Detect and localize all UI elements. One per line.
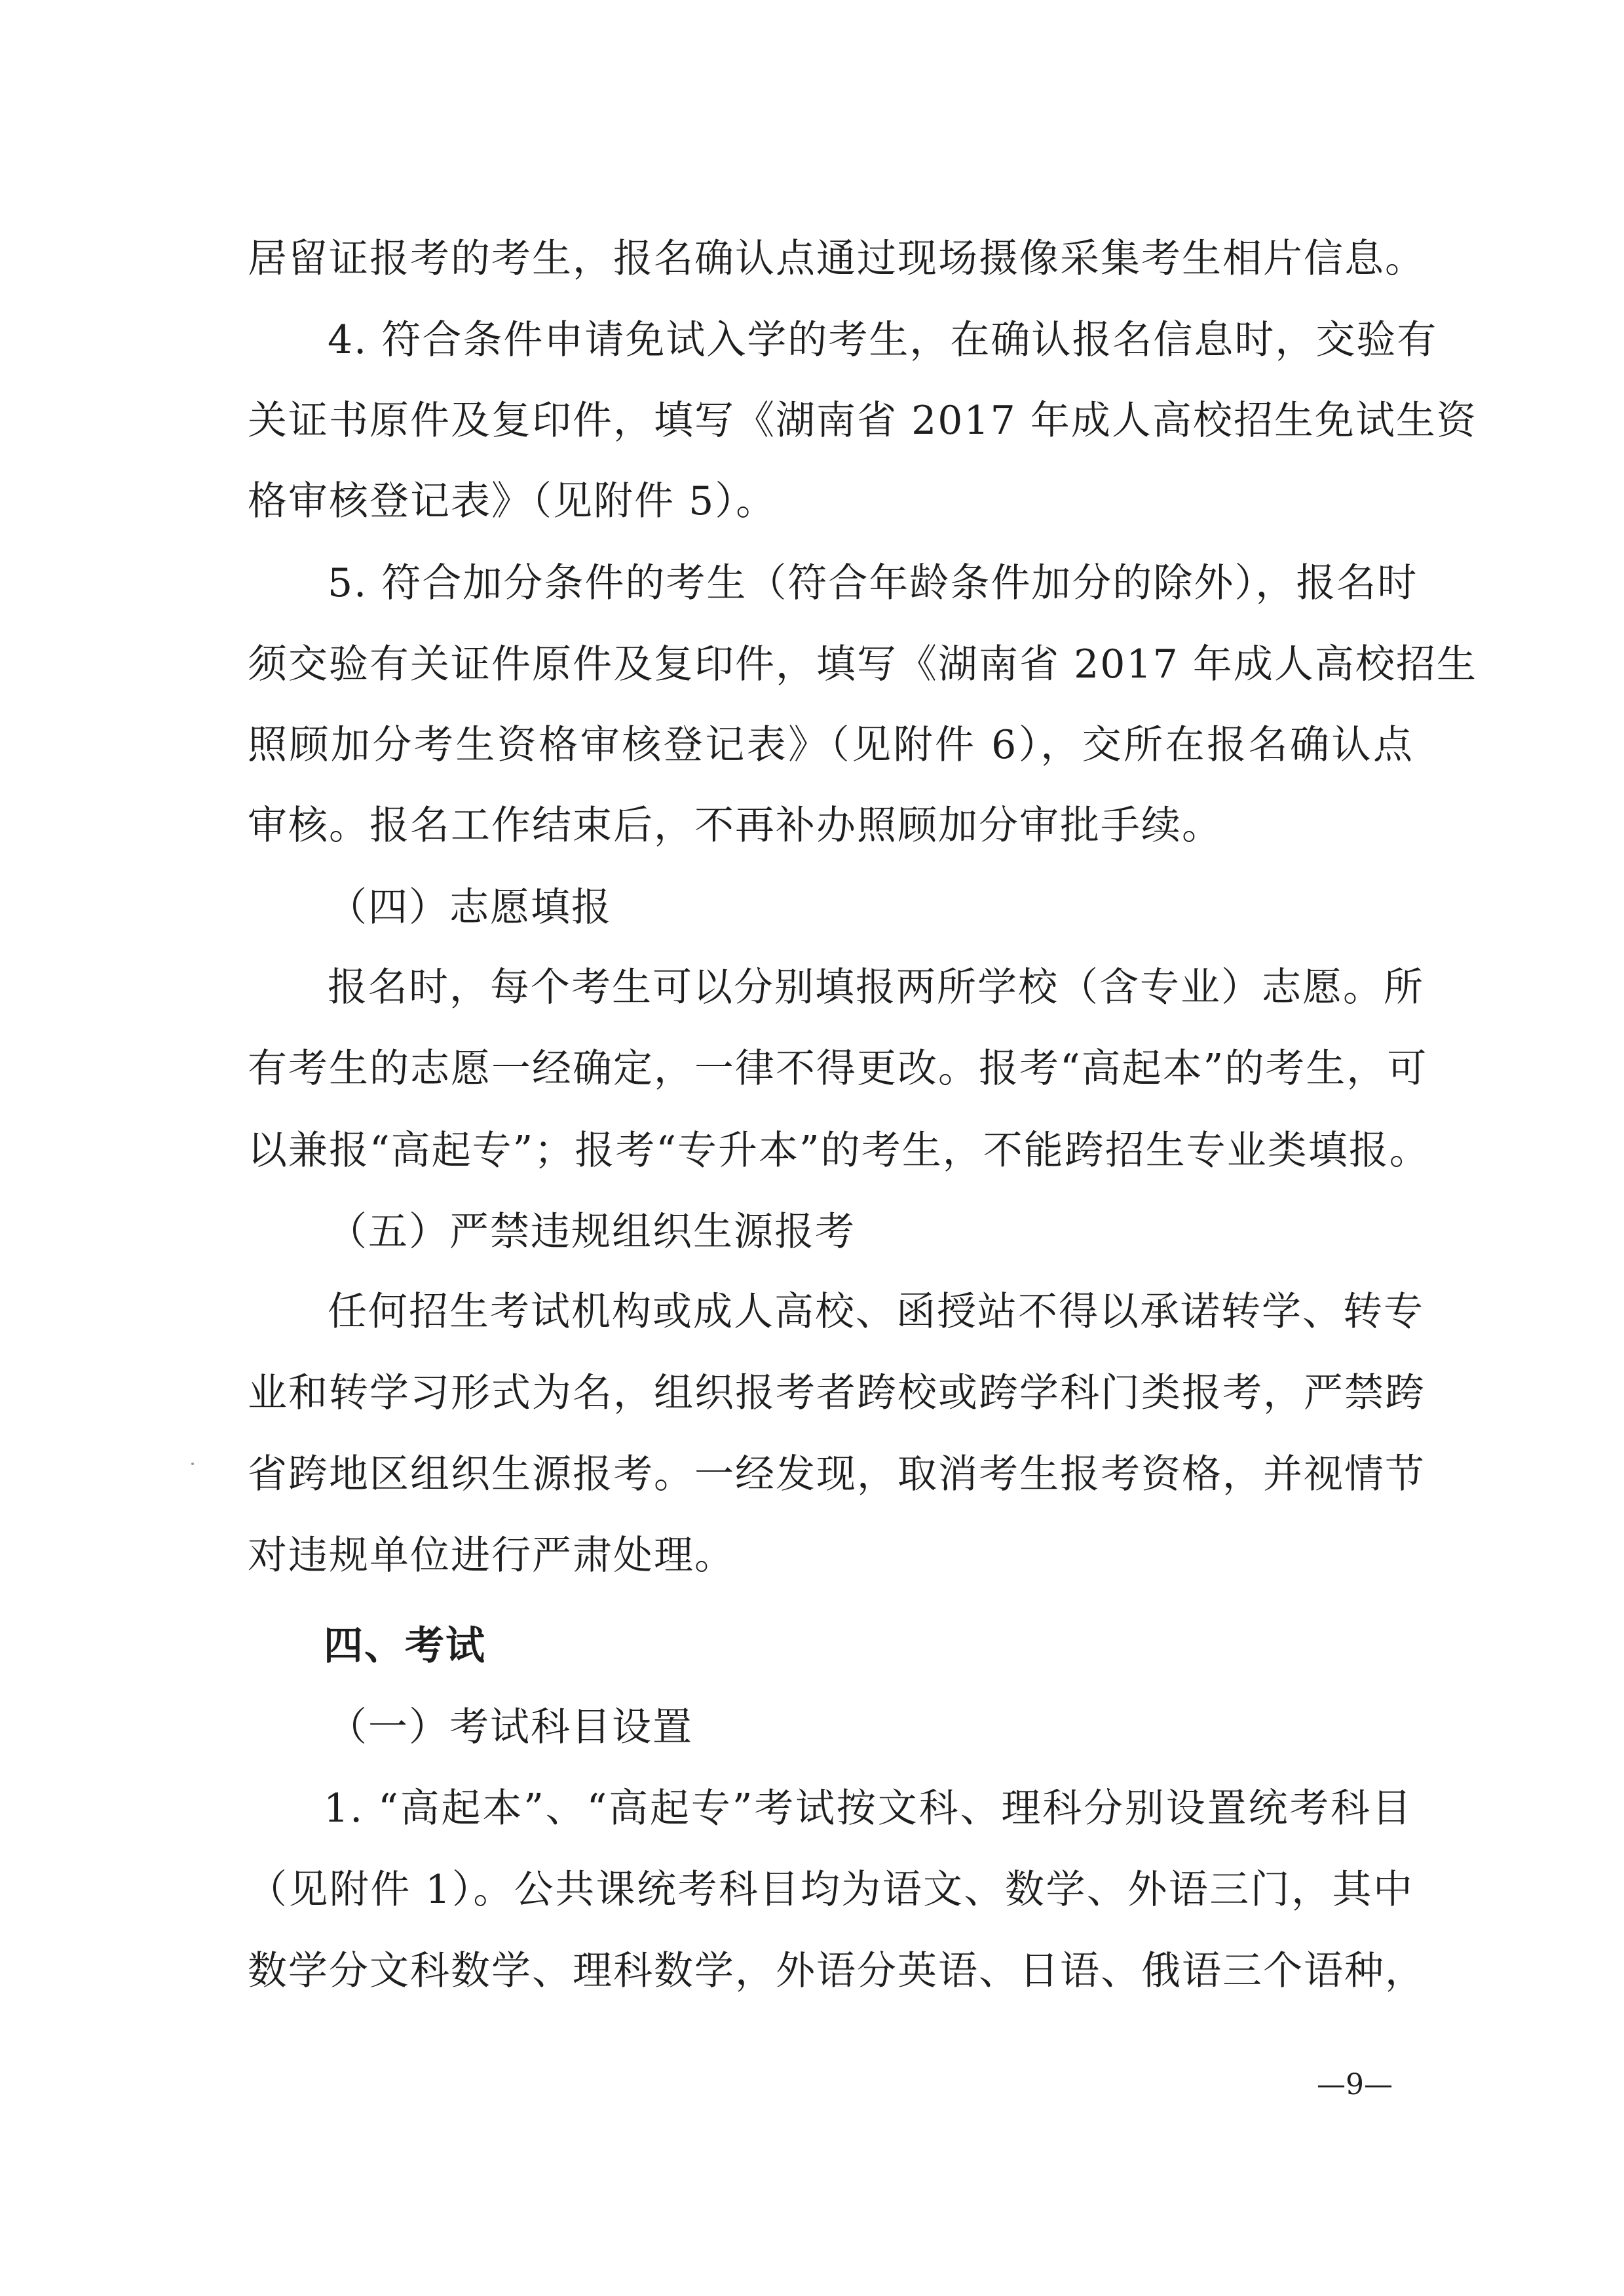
subjects-line-1: 1. “高起本”、“高起专”考试按文科、理科分别设置统考科目 (324, 1786, 1412, 1831)
section-heading-prohibition: （五）严禁违规组织生源报考 (328, 1209, 856, 1255)
volunteer-line-2: 有考生的志愿一经确定，一律不得更改。报考“高起本”的考生，可 (248, 1046, 1428, 1092)
item-5-line-1: 5. 符合加分条件的考生（符合年龄条件加分的除外），报名时 (328, 560, 1418, 606)
prohibition-line-1: 任何招生考试机构或成人高校、函授站不得以承诺转学、转专 (328, 1289, 1424, 1335)
scan-speck (191, 1463, 194, 1465)
section-heading-volunteer: （四）志愿填报 (328, 885, 612, 930)
subjects-line-2: （见附件 1）。公共课统考科目均为语文、数学、外语三门，其中 (248, 1867, 1414, 1913)
prohibition-line-3: 省跨地区组织生源报考。一经发现，取消考生报考资格，并视情节 (248, 1451, 1426, 1497)
prohibition-line-4: 对违规单位进行严肃处理。 (248, 1533, 735, 1578)
page-number: —9— (1317, 2068, 1393, 2101)
item-5-line-2: 须交验有关证件原件及复印件，填写《湖南省 2017 年成人高校招生 (248, 641, 1477, 687)
item-5-line-3: 照顾加分考生资格审核登记表》（见附件 6），交所在报名确认点 (248, 722, 1414, 768)
volunteer-line-3: 以兼报“高起专”；报考“专升本”的考生，不能跨招生专业类填报。 (248, 1128, 1430, 1174)
section-heading-subjects: （一）考试科目设置 (328, 1704, 693, 1750)
paragraph-line-1: 居留证报考的考生，报名确认点通过现场摄像采集考生相片信息。 (248, 236, 1426, 282)
item-4-line-2: 关证书原件及复印件，填写《湖南省 2017 年成人高校招生免试生资 (248, 398, 1477, 444)
volunteer-line-1: 报名时，每个考生可以分别填报两所学校（含专业）志愿。所 (328, 965, 1424, 1010)
item-5-line-4: 审核。报名工作结束后，不再补办照顾加分审批手续。 (248, 803, 1222, 849)
subjects-line-3: 数学分文科数学、理科数学，外语分英语、日语、俄语三个语种， (248, 1948, 1426, 1994)
item-4-line-3: 格审核登记表》（见附件 5）。 (248, 478, 777, 524)
item-4-line-1: 4. 符合条件申请免试入学的考生，在确认报名信息时，交验有 (328, 317, 1438, 363)
prohibition-line-2: 业和转学习形式为名，组织报考者跨校或跨学科门类报考，严禁跨 (248, 1370, 1426, 1416)
chapter-heading-exam: 四、考试 (324, 1623, 486, 1669)
